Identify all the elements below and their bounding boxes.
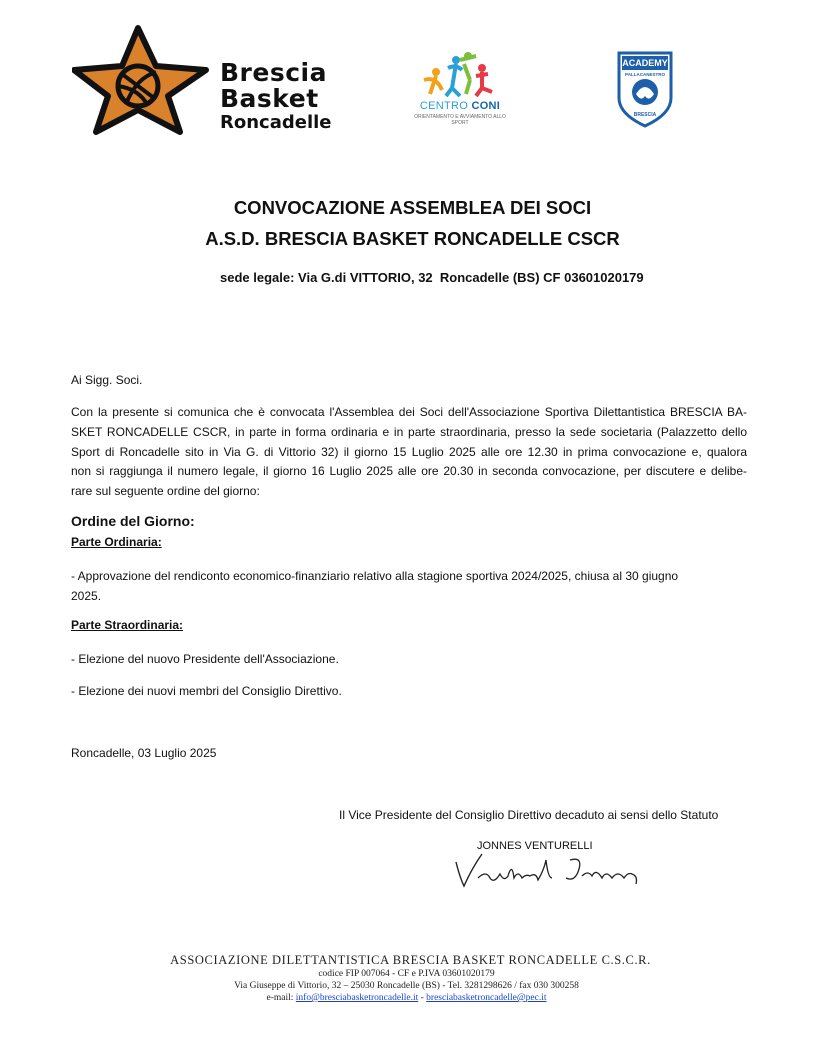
- signer-role: Il Vice Presidente del Consiglio Direttivo decaduto ai sensi dello Statuto: [339, 808, 719, 822]
- greeting: Ai Sigg. Soci.: [71, 373, 143, 387]
- document-subtitle: A.S.D. BRESCIA BASKET RONCADELLE CSCR: [205, 228, 620, 249]
- brand-line-roncadelle: Roncadelle: [220, 112, 332, 133]
- email-link[interactable]: info@bresciabasketroncadelle.it: [295, 993, 419, 1003]
- intro-line: SKET RONCADELLE CSCR, in parte in forma ordinaria e in parte straordinaria, presso la sede societaria (Palazzetto dello: [71, 424, 747, 439]
- footer: [0, 953, 813, 1004]
- extraordinary-item-president: - Elezione del nuovo Presidente dell'Associazione.: [71, 652, 339, 666]
- contact-separator: -: [420, 993, 424, 1003]
- coni-name: CENTRO CONI: [419, 100, 501, 112]
- coni-subtitle: ORIENTAMENTO E AVVIAMENTO ALLO SPORT: [414, 114, 506, 126]
- intro-paragraph: [71, 403, 747, 502]
- footer-address: Via Giuseppe di Vittorio, 32 – 25030 Roncadelle (BS) - Tel. 3281298626 / fax 030 300258: [234, 981, 579, 991]
- coni-figures-icon: [412, 50, 508, 100]
- email-label: e-mail:: [266, 993, 294, 1003]
- handwritten-signature: [452, 848, 642, 894]
- academy-bottom-text: BRESCIA: [633, 112, 657, 118]
- intro-line: Sport di Roncadelle sito in Via G. di Vittorio 32) il giorno 15 Luglio 2025 alle ore 12.30 in prima convocazione e, qualora: [71, 444, 747, 459]
- agenda-title: Ordine del Giorno:: [71, 513, 195, 529]
- extraordinary-part-title: Parte Straordinaria:: [71, 618, 184, 632]
- footer-contacts: [0, 992, 813, 1004]
- signer-name: JONNES VENTURELLI: [477, 840, 593, 852]
- ordinary-item-line: - Approvazione del rendiconto economico-finanziario relativo alla stagione sportiva 2024/2025, chiusa al 30 giugno: [71, 569, 679, 583]
- place-and-date: Roncadelle, 03 Luglio 2025: [71, 746, 217, 760]
- footer-association-name: ASSOCIAZIONE DILETTANTISTICA BRESCIA BASKET RONCADELLE C.S.C.R.: [170, 953, 651, 967]
- registered-office-line: sede legale: Via G.di VITTORIO, 32 Roncadelle (BS) CF 03601020179: [220, 270, 644, 285]
- brand-line-brescia: Brescia: [220, 58, 327, 87]
- brescia-basket-logo: [72, 24, 352, 136]
- ordinary-item-line: 2025.: [71, 588, 102, 603]
- academy-logo: [616, 50, 674, 128]
- document-title: CONVOCAZIONE ASSEMBLEA DEI SOCI: [233, 197, 592, 218]
- ordinary-item: [71, 567, 747, 607]
- ordinary-part-title: Parte Ordinaria:: [71, 535, 162, 549]
- extraordinary-item-board: - Elezione dei nuovi membri del Consiglio Direttivo.: [71, 684, 342, 698]
- academy-middle-text: PALLACANESTRO: [625, 72, 665, 77]
- pec-link[interactable]: bresciabasketroncadelle@pec.it: [426, 993, 547, 1003]
- intro-line: non si raggiunga il numero legale, il giorno 16 Luglio 2025 alle ore 20.30 in seconda convocazione, per discutere e delibe-: [71, 464, 747, 479]
- academy-top-text: ACADEMY: [622, 58, 668, 68]
- footer-codes: codice FIP 007064 - CF e P.IVA 03601020179: [318, 969, 495, 979]
- intro-line: rare sul seguente ordine del giorno:: [71, 484, 260, 499]
- brand-line-basket: Basket: [220, 84, 319, 113]
- centro-coni-logo: [412, 50, 508, 130]
- star-basketball-icon: [72, 24, 222, 136]
- intro-line: Con la presente si comunica che è convocata l'Assemblea dei Soci dell'Associazione Sportiva Dilettantistica BRESCIA BA-: [71, 405, 747, 419]
